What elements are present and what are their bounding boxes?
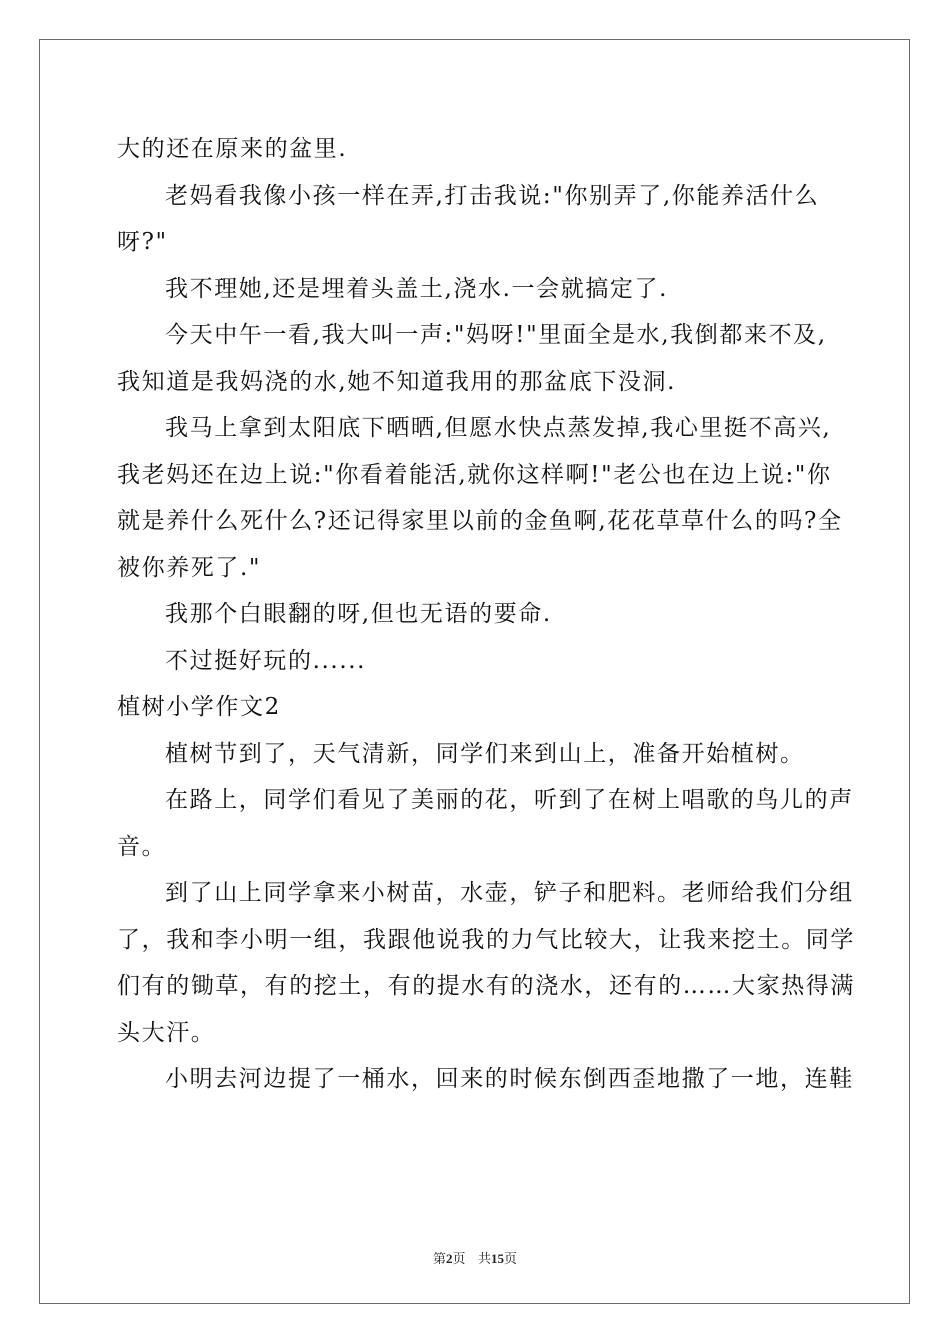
text-line-7: 我马上拿到太阳底下晒晒,但愿水快点蒸发掉,我心里挺不高兴, <box>165 415 832 441</box>
text-line-21: 小明去河边提了一桶水，回来的时候东倒西歪地撒了一地，连鞋 <box>165 1066 854 1092</box>
page-number: 2 <box>446 1251 453 1266</box>
section-heading: 植树小学作文2 <box>117 694 281 720</box>
text-line-3: 呀?" <box>117 229 168 255</box>
total-pages: 15 <box>490 1251 504 1266</box>
text-line-11: 我那个白眼翻的呀,但也无语的要命. <box>165 601 552 627</box>
text-line-1: 大的还在原来的盆里. <box>117 136 348 162</box>
text-line-17: 到了山上同学拿来小树苗，水壶，铲子和肥料。老师给我们分组 <box>165 880 854 906</box>
page-footer <box>0 1248 950 1267</box>
total-prefix: 共 <box>477 1252 491 1267</box>
text-line-10: 被你养死了." <box>117 554 262 581</box>
page-prefix: 第 <box>433 1252 447 1267</box>
text-line-16: 音。 <box>117 833 167 860</box>
text-line-2: 老妈看我像小孩一样在弄,打击我说:"你别弄了,你能养活什么 <box>165 182 820 209</box>
text-line-19: 们有的锄草，有的挖土，有的提水有的浇水，还有的……大家热得满 <box>117 973 855 999</box>
text-line-6: 我知道是我妈浇的水,她不知道我用的那盆底下没洞. <box>117 368 677 395</box>
text-line-14: 植树节到了，天气清新，同学们来到山上，准备开始植树。 <box>165 740 805 767</box>
text-line-18: 了，我和李小明一组，我跟他说我的力气比较大，让我来挖土。同学 <box>117 926 855 953</box>
text-line-8: 我老妈还在边上说:"你看着能活,就你这样啊!"老公也在边上说:"你 <box>117 461 832 488</box>
document-body <box>117 126 855 1103</box>
text-line-9: 就是养什么死什么?还记得家里以前的金鱼啊,花花草草什么的吗?全 <box>117 508 843 534</box>
text-line-15: 在路上，同学们看见了美丽的花，听到了在树上唱歌的鸟儿的声 <box>165 787 854 813</box>
text-line-5: 今天中午一看,我大叫一声:"妈呀!"里面全是水,我倒都来不及, <box>165 322 827 348</box>
text-line-4: 我不理她,还是埋着头盖土,浇水.一会就搞定了. <box>165 275 669 302</box>
page-suffix: 页 <box>452 1252 466 1267</box>
text-line-20: 头大汗。 <box>117 1019 216 1046</box>
text-line-12: 不过挺好玩的...... <box>165 647 367 674</box>
total-suffix: 页 <box>503 1252 517 1267</box>
